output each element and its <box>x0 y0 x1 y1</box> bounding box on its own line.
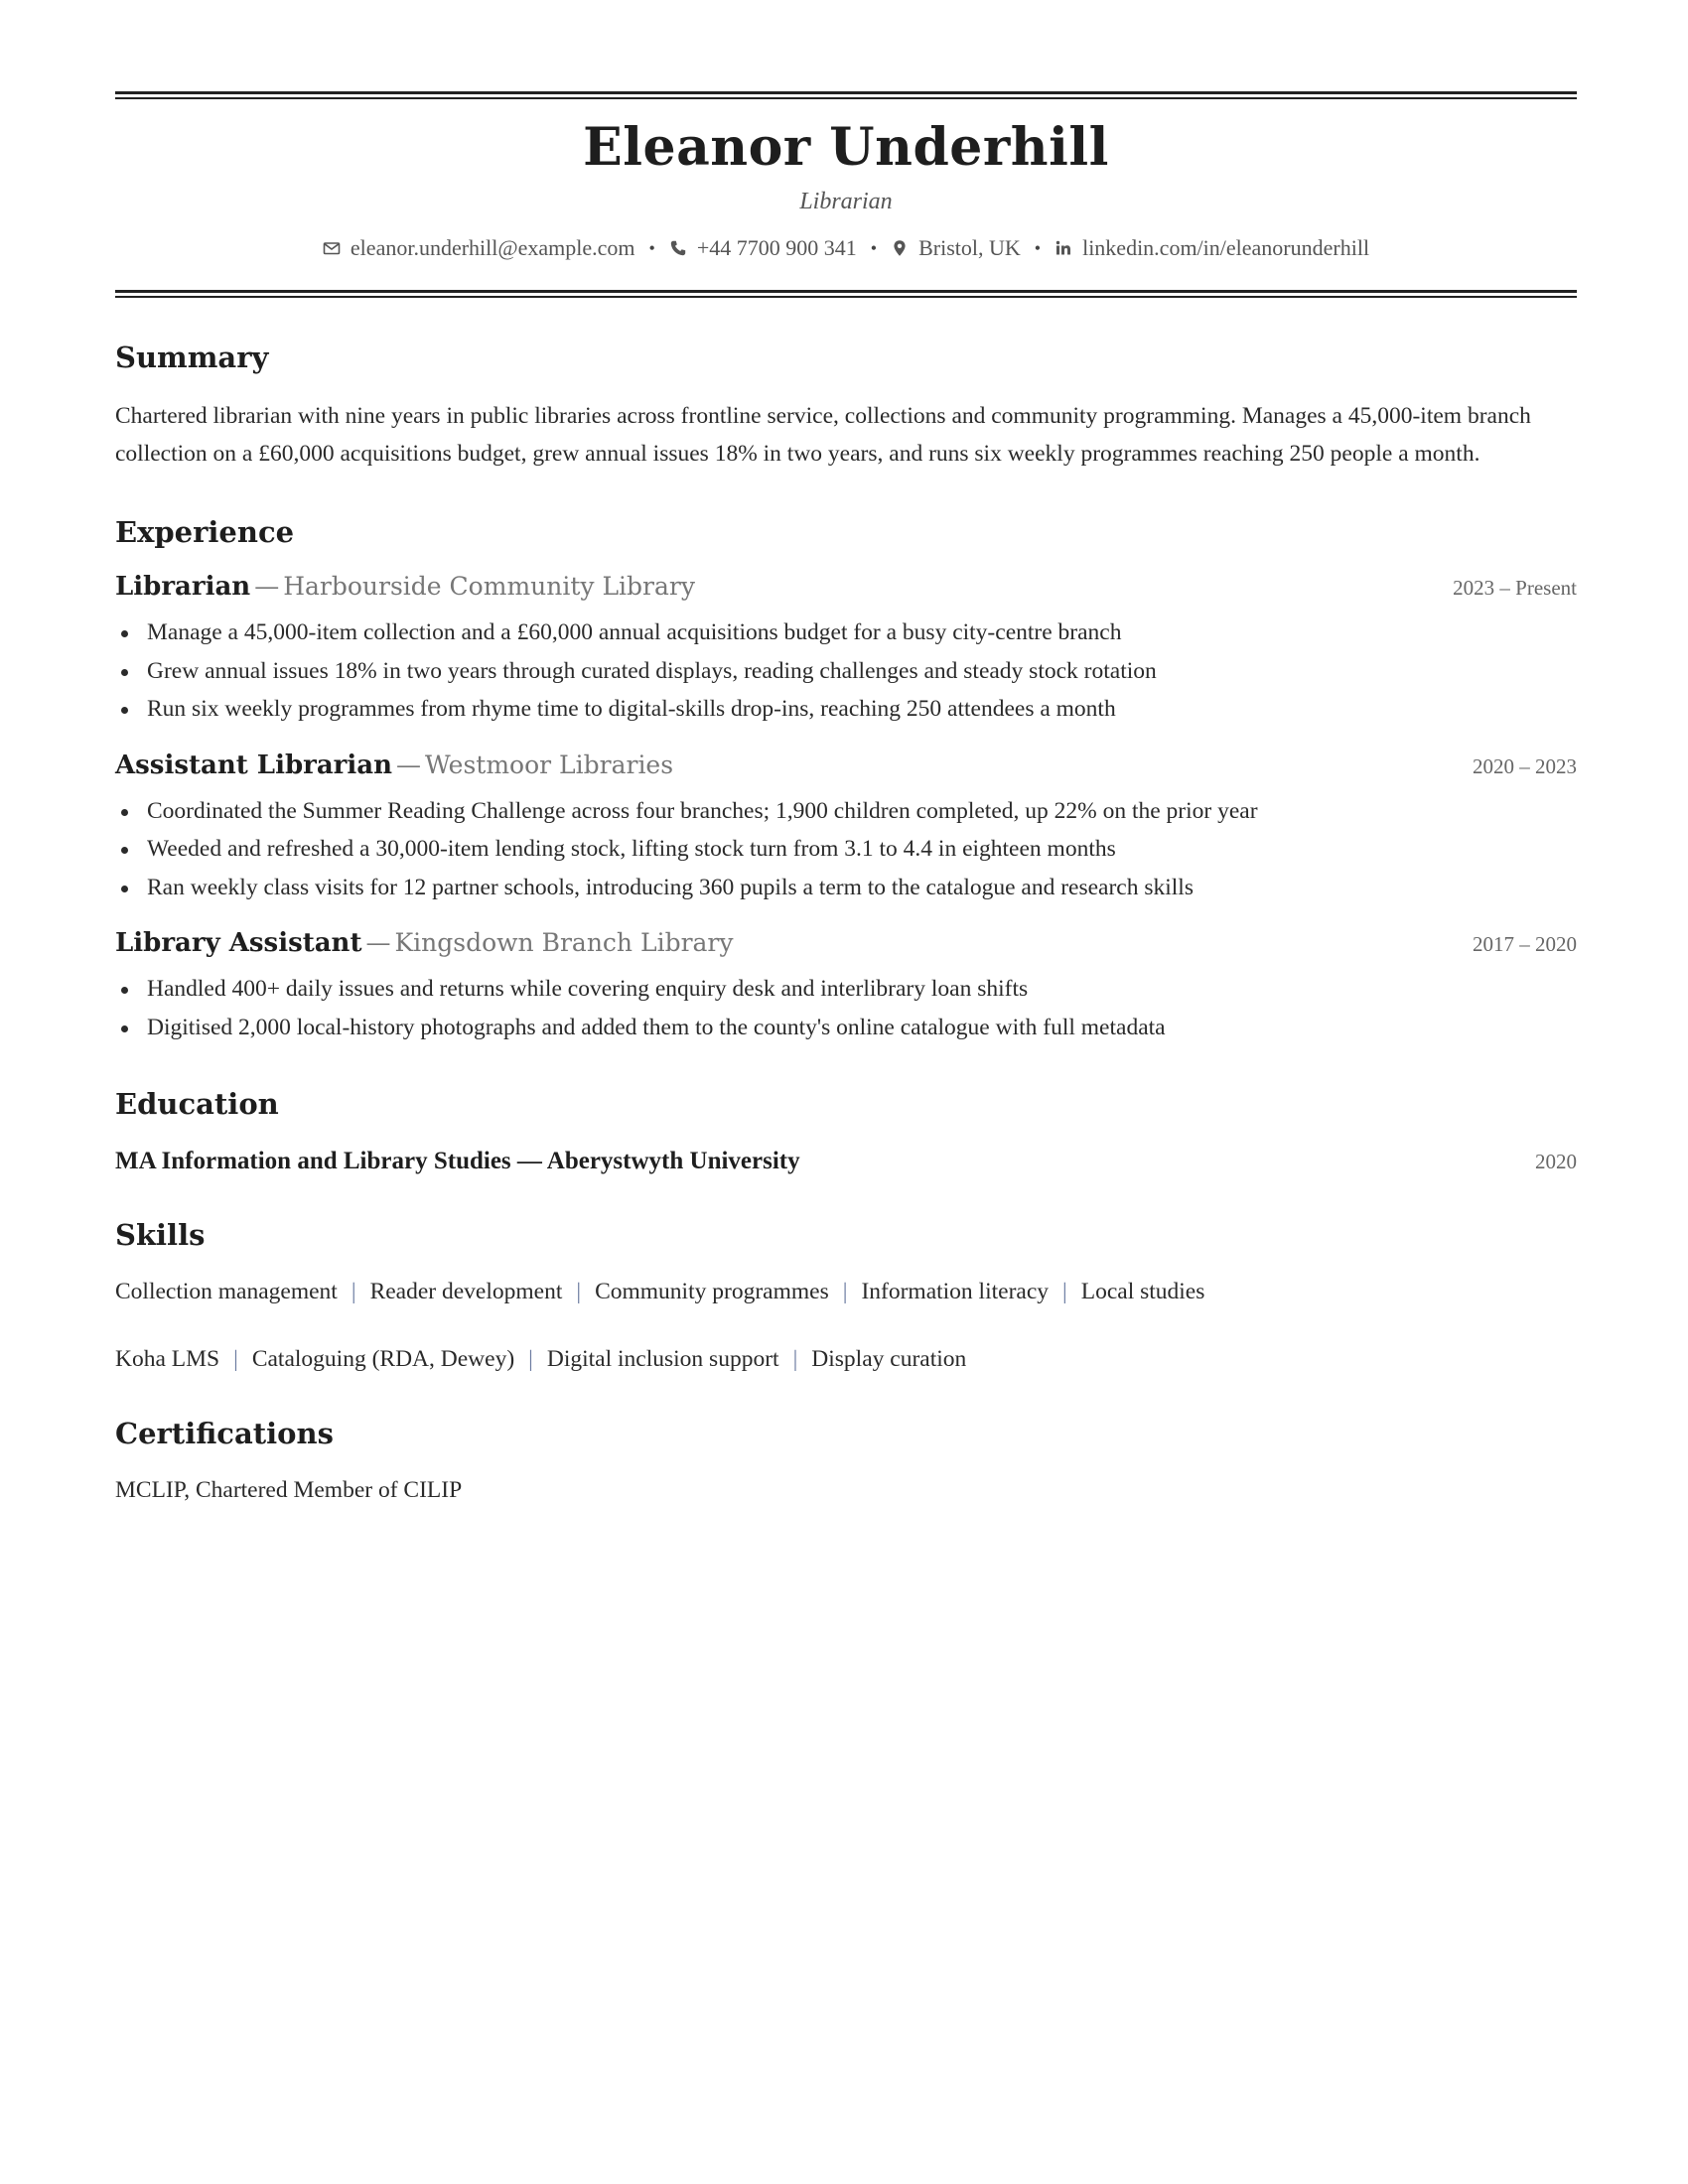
job-dates: 2017 – 2020 <box>1473 932 1577 956</box>
skill-item: Cataloguing (RDA, Dewey) <box>251 1346 515 1372</box>
skill-separator: | <box>233 1346 238 1372</box>
bullet-item: Ran weekly class visits for 12 partner schools, introducing 360 pupils a term to the catalogue and research skills <box>115 869 1577 907</box>
job-bullets <box>115 792 1577 907</box>
skill-item: Reader development <box>369 1279 563 1304</box>
contact-line <box>115 234 1577 262</box>
skills-section <box>115 1217 1577 1374</box>
skill-item: Community programmes <box>595 1279 829 1304</box>
skills-line <box>115 1277 1577 1306</box>
linkedin-text: linkedin.com/in/eleanorunderhill <box>1082 235 1370 260</box>
job-organization: Harbourside Community Library <box>283 572 695 601</box>
bullet-item: Manage a 45,000-item collection and a £60,000 annual acquisitions budget for a busy city-centre branch <box>115 614 1577 652</box>
mail-icon <box>323 239 341 257</box>
header-top-rule <box>115 91 1577 99</box>
education-heading: Education <box>115 1087 279 1121</box>
contact-location <box>891 234 1021 262</box>
email-text: eleanor.underhill@example.com <box>350 235 635 260</box>
job-header <box>115 572 1577 602</box>
candidate-name: Eleanor Underhill <box>583 117 1109 178</box>
location-text: Bristol, UK <box>918 235 1021 260</box>
contact-separator: • <box>870 238 878 258</box>
bullet-item: Handled 400+ daily issues and returns while covering enquiry desk and interlibrary loan shifts <box>115 970 1577 1009</box>
certifications-section <box>115 1416 1577 1505</box>
experience-section <box>115 514 1577 1046</box>
resume-header <box>115 117 1577 262</box>
contact-linkedin[interactable] <box>1055 234 1369 262</box>
skill-item: Display curation <box>811 1346 967 1372</box>
linkedin-icon <box>1055 239 1072 257</box>
bullet-item: Weeded and refreshed a 30,000-item lending stock, lifting stock turn from 3.1 to 4.4 in eighteen months <box>115 830 1577 869</box>
bullet-item: Coordinated the Summer Reading Challenge across four branches; 1,900 children completed, up 22% on the prior year <box>115 792 1577 831</box>
job-entry <box>115 928 1577 1046</box>
skill-separator: | <box>1062 1279 1067 1304</box>
skill-separator: | <box>576 1279 582 1304</box>
skill-separator: | <box>528 1346 533 1372</box>
skill-item: Local studies <box>1080 1279 1205 1304</box>
summary-heading: Summary <box>115 341 269 374</box>
job-header <box>115 751 1577 780</box>
contact-separator: • <box>648 238 655 258</box>
job-dates: 2023 – Present <box>1453 576 1577 600</box>
bullet-item: Run six weekly programmes from rhyme time to digital-skills drop-ins, reaching 250 attendees a month <box>115 690 1577 729</box>
job-organization: Kingsdown Branch Library <box>394 928 734 957</box>
skill-separator: | <box>842 1279 848 1304</box>
certifications-heading: Certifications <box>115 1417 334 1450</box>
job-dash: — <box>254 572 280 601</box>
phone-icon <box>669 239 687 257</box>
skill-separator: | <box>351 1279 356 1304</box>
skill-item: Collection management <box>115 1279 338 1304</box>
resume-page <box>115 91 1577 1505</box>
contact-phone[interactable] <box>669 234 857 262</box>
job-entry <box>115 572 1577 729</box>
summary-section <box>115 340 1577 473</box>
skill-item: Digital inclusion support <box>546 1346 779 1372</box>
education-year: 2020 <box>1535 1150 1577 1173</box>
job-entry <box>115 751 1577 907</box>
contact-email[interactable] <box>323 234 635 262</box>
skills-line <box>115 1344 1577 1374</box>
skill-item: Koha LMS <box>115 1346 220 1372</box>
job-title: Library Assistant <box>115 928 362 958</box>
education-degree: MA Information and Library Studies — Aberystwyth University <box>115 1148 800 1174</box>
skill-separator: | <box>792 1346 798 1372</box>
education-entry <box>115 1148 1577 1175</box>
bullet-item: Grew annual issues 18% in two years through curated displays, reading challenges and steady stock rotation <box>115 652 1577 691</box>
bullet-item: Digitised 2,000 local-history photographs and added them to the county's online catalogue with full metadata <box>115 1009 1577 1047</box>
job-title: Librarian <box>115 572 251 602</box>
phone-text: +44 7700 900 341 <box>696 235 857 260</box>
certification-item: MCLIP, Chartered Member of CILIP <box>115 1477 463 1503</box>
job-title: Assistant Librarian <box>115 750 392 780</box>
job-dates: 2020 – 2023 <box>1473 753 1577 778</box>
job-header <box>115 928 1577 958</box>
job-dash: — <box>365 928 391 957</box>
education-section <box>115 1086 1577 1175</box>
skills-heading: Skills <box>115 1218 206 1252</box>
contact-separator: • <box>1034 238 1042 258</box>
header-bottom-rule <box>115 290 1577 298</box>
job-dash: — <box>396 750 421 779</box>
job-bullets <box>115 970 1577 1046</box>
candidate-role: Librarian <box>799 189 893 214</box>
location-pin-icon <box>891 239 909 257</box>
job-bullets <box>115 614 1577 729</box>
experience-heading: Experience <box>115 515 295 549</box>
job-organization: Westmoor Libraries <box>425 750 674 779</box>
summary-text: Chartered librarian with nine years in public libraries across frontline service, collections and community programming. Manages a 45,000-item branch collection on a £60,000 acquisitions budget, grew annual issues 18% in two years, and runs six weekly programmes reaching 250 people a month. <box>115 403 1531 467</box>
skill-item: Information literacy <box>861 1279 1050 1304</box>
